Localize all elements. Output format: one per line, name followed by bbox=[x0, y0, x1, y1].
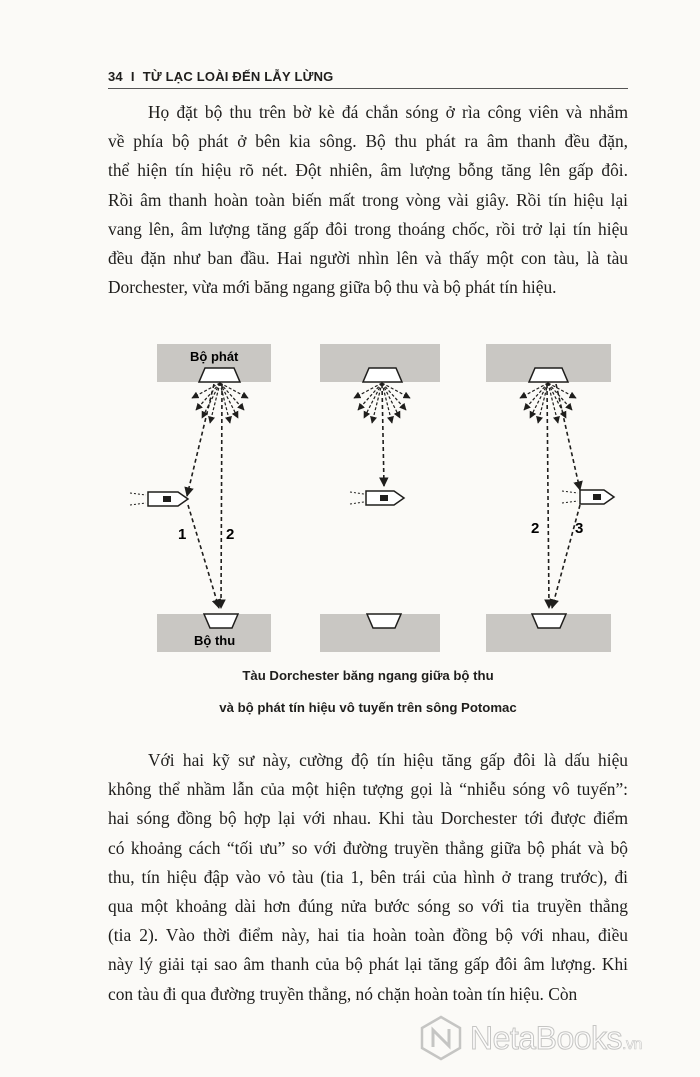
book-title: TỪ LẠC LOÀI ĐẾN LẪY LỪNG bbox=[142, 68, 334, 84]
text-line: vang lên, âm lượng tăng gấp đôi trong thoáng chốc, rồi trở lại tín hiệu bbox=[108, 218, 628, 239]
diagram-element bbox=[130, 493, 146, 495]
receiver-label: Bộ thu bbox=[194, 633, 236, 648]
text-line: (tia 2). Vào thời điểm này, hai tia hoàn toàn đồng bộ với nhau, điều bbox=[108, 925, 628, 946]
ray-3-right-to-ship bbox=[556, 384, 580, 490]
text-line: Họ đặt bộ thu trên bờ kè đá chắn sóng ở rìa công viên và nhắm bbox=[148, 102, 628, 122]
text-line: Dorchester, vừa mới băng ngang giữa bộ thu và bộ phát tín hiệu. bbox=[108, 277, 557, 298]
text-line: Với hai kỹ sư này, cường độ tín hiệu tăng gấp đôi là dấu hiệu bbox=[148, 750, 628, 770]
diagram-element bbox=[520, 383, 548, 398]
transmitter-label: Bộ phát bbox=[190, 349, 239, 364]
netabooks-watermark bbox=[418, 1014, 642, 1062]
ray-middle-blocked bbox=[382, 384, 384, 486]
text-line: về phía bộ phát ở bên kia sông. Bộ thu phát ra âm thanh đều đặn, bbox=[108, 131, 628, 152]
diagram-element bbox=[220, 383, 248, 398]
signal-fan-middle bbox=[354, 383, 410, 423]
figure-caption bbox=[108, 660, 628, 724]
page-number: 34 bbox=[108, 68, 123, 84]
watermark-brand: NetaBooks bbox=[470, 1019, 623, 1056]
diagram-element bbox=[562, 501, 578, 503]
diagram-element bbox=[130, 503, 146, 505]
diagram-element bbox=[163, 496, 171, 502]
diagram-element bbox=[350, 492, 364, 494]
signal-fan-right bbox=[520, 383, 576, 423]
watermark-text bbox=[470, 1020, 642, 1057]
ray-2-right-direct bbox=[547, 384, 549, 608]
ray-label-3-right: 3 bbox=[575, 520, 584, 537]
netabooks-logo-icon bbox=[418, 1015, 464, 1061]
diagram-element bbox=[363, 368, 402, 382]
diagram-element bbox=[380, 495, 388, 501]
caption-line-2: và bộ phát tín hiệu vô tuyến trên sông Potomac bbox=[219, 700, 517, 715]
diagram-element bbox=[532, 614, 566, 628]
ship-wake-right bbox=[562, 491, 578, 503]
text-line: này lý giải tại sao âm thanh của bộ phát lại tăng gấp đôi âm lượng. Khi bbox=[108, 954, 628, 975]
diagram-element bbox=[593, 494, 601, 500]
diagram-element bbox=[382, 383, 410, 398]
receiver-device-right bbox=[532, 614, 566, 628]
ship-left bbox=[148, 492, 188, 506]
text-line: có khoảng cách “tối ưu” so với đường truyền thẳng giữa bộ phát và bộ bbox=[108, 837, 628, 858]
receiver-device-middle bbox=[367, 614, 401, 628]
ray-1-left-to-ship bbox=[187, 384, 214, 496]
diagram-element bbox=[204, 614, 238, 628]
ray-2-left-direct bbox=[221, 384, 222, 608]
text-line: Rồi âm thanh hoàn toàn biến mất trong vòng vài giây. Rồi tín hiệu lại bbox=[108, 189, 628, 210]
diagram-element bbox=[192, 383, 220, 398]
diagram-element bbox=[367, 614, 401, 628]
text-line: không thể nhầm lẫn của một hiện tượng gọi là “nhiễu sóng vô tuyến”: bbox=[108, 779, 628, 800]
diagram-element bbox=[199, 368, 240, 382]
ship-wake-left bbox=[130, 493, 146, 505]
diagram-element bbox=[529, 368, 568, 382]
ship-wake-middle bbox=[350, 492, 364, 504]
diagram-element bbox=[548, 383, 576, 398]
text-line: thu, tín hiệu đập vào vỏ tàu (tia 1, bên trái của hình ở trang trước), đi bbox=[108, 866, 628, 887]
text-line: con tàu đi qua đường truyền thẳng, nó chặn hoàn toàn tín hiệu. Còn bbox=[108, 983, 578, 1004]
text-line: qua một khoảng dài hơn đúng nửa bước sóng so với tia truyền thẳng bbox=[108, 896, 628, 917]
ray-label-1-left: 1 bbox=[178, 526, 187, 543]
text-line: đều đặn như ban đầu. Hai người nhìn lên và thấy một con tàu, là tàu bbox=[108, 248, 628, 269]
paragraph-2 bbox=[108, 746, 628, 1009]
ray-1-left-ship-to-receiver bbox=[188, 505, 219, 608]
receiver-device-left bbox=[204, 614, 238, 628]
diagram-element bbox=[354, 383, 382, 398]
caption-line-1: Tàu Dorchester băng ngang giữa bộ thu bbox=[242, 668, 494, 683]
header-separator: I bbox=[130, 68, 135, 84]
ship-middle bbox=[366, 491, 404, 505]
signal-fan-left bbox=[192, 383, 248, 423]
diagram-element bbox=[562, 491, 578, 493]
text-line: hai sóng đồng bộ hợp lại với nhau. Khi tàu Dorchester tới được điểm bbox=[108, 808, 628, 829]
transmitter-device-middle bbox=[363, 368, 402, 382]
text-line: thể hiện tín hiệu rõ nét. Đột nhiên, âm lượng bỗng tăng lên gấp đôi. bbox=[108, 160, 628, 181]
ray-label-2-left: 2 bbox=[226, 526, 235, 543]
transmitter-device-left bbox=[199, 368, 240, 382]
transmitter-device-right bbox=[529, 368, 568, 382]
diagram-element bbox=[350, 502, 364, 504]
ray-label-2-right: 2 bbox=[531, 520, 540, 537]
watermark-suffix: .vn bbox=[622, 1035, 642, 1053]
ship-right bbox=[580, 490, 614, 504]
